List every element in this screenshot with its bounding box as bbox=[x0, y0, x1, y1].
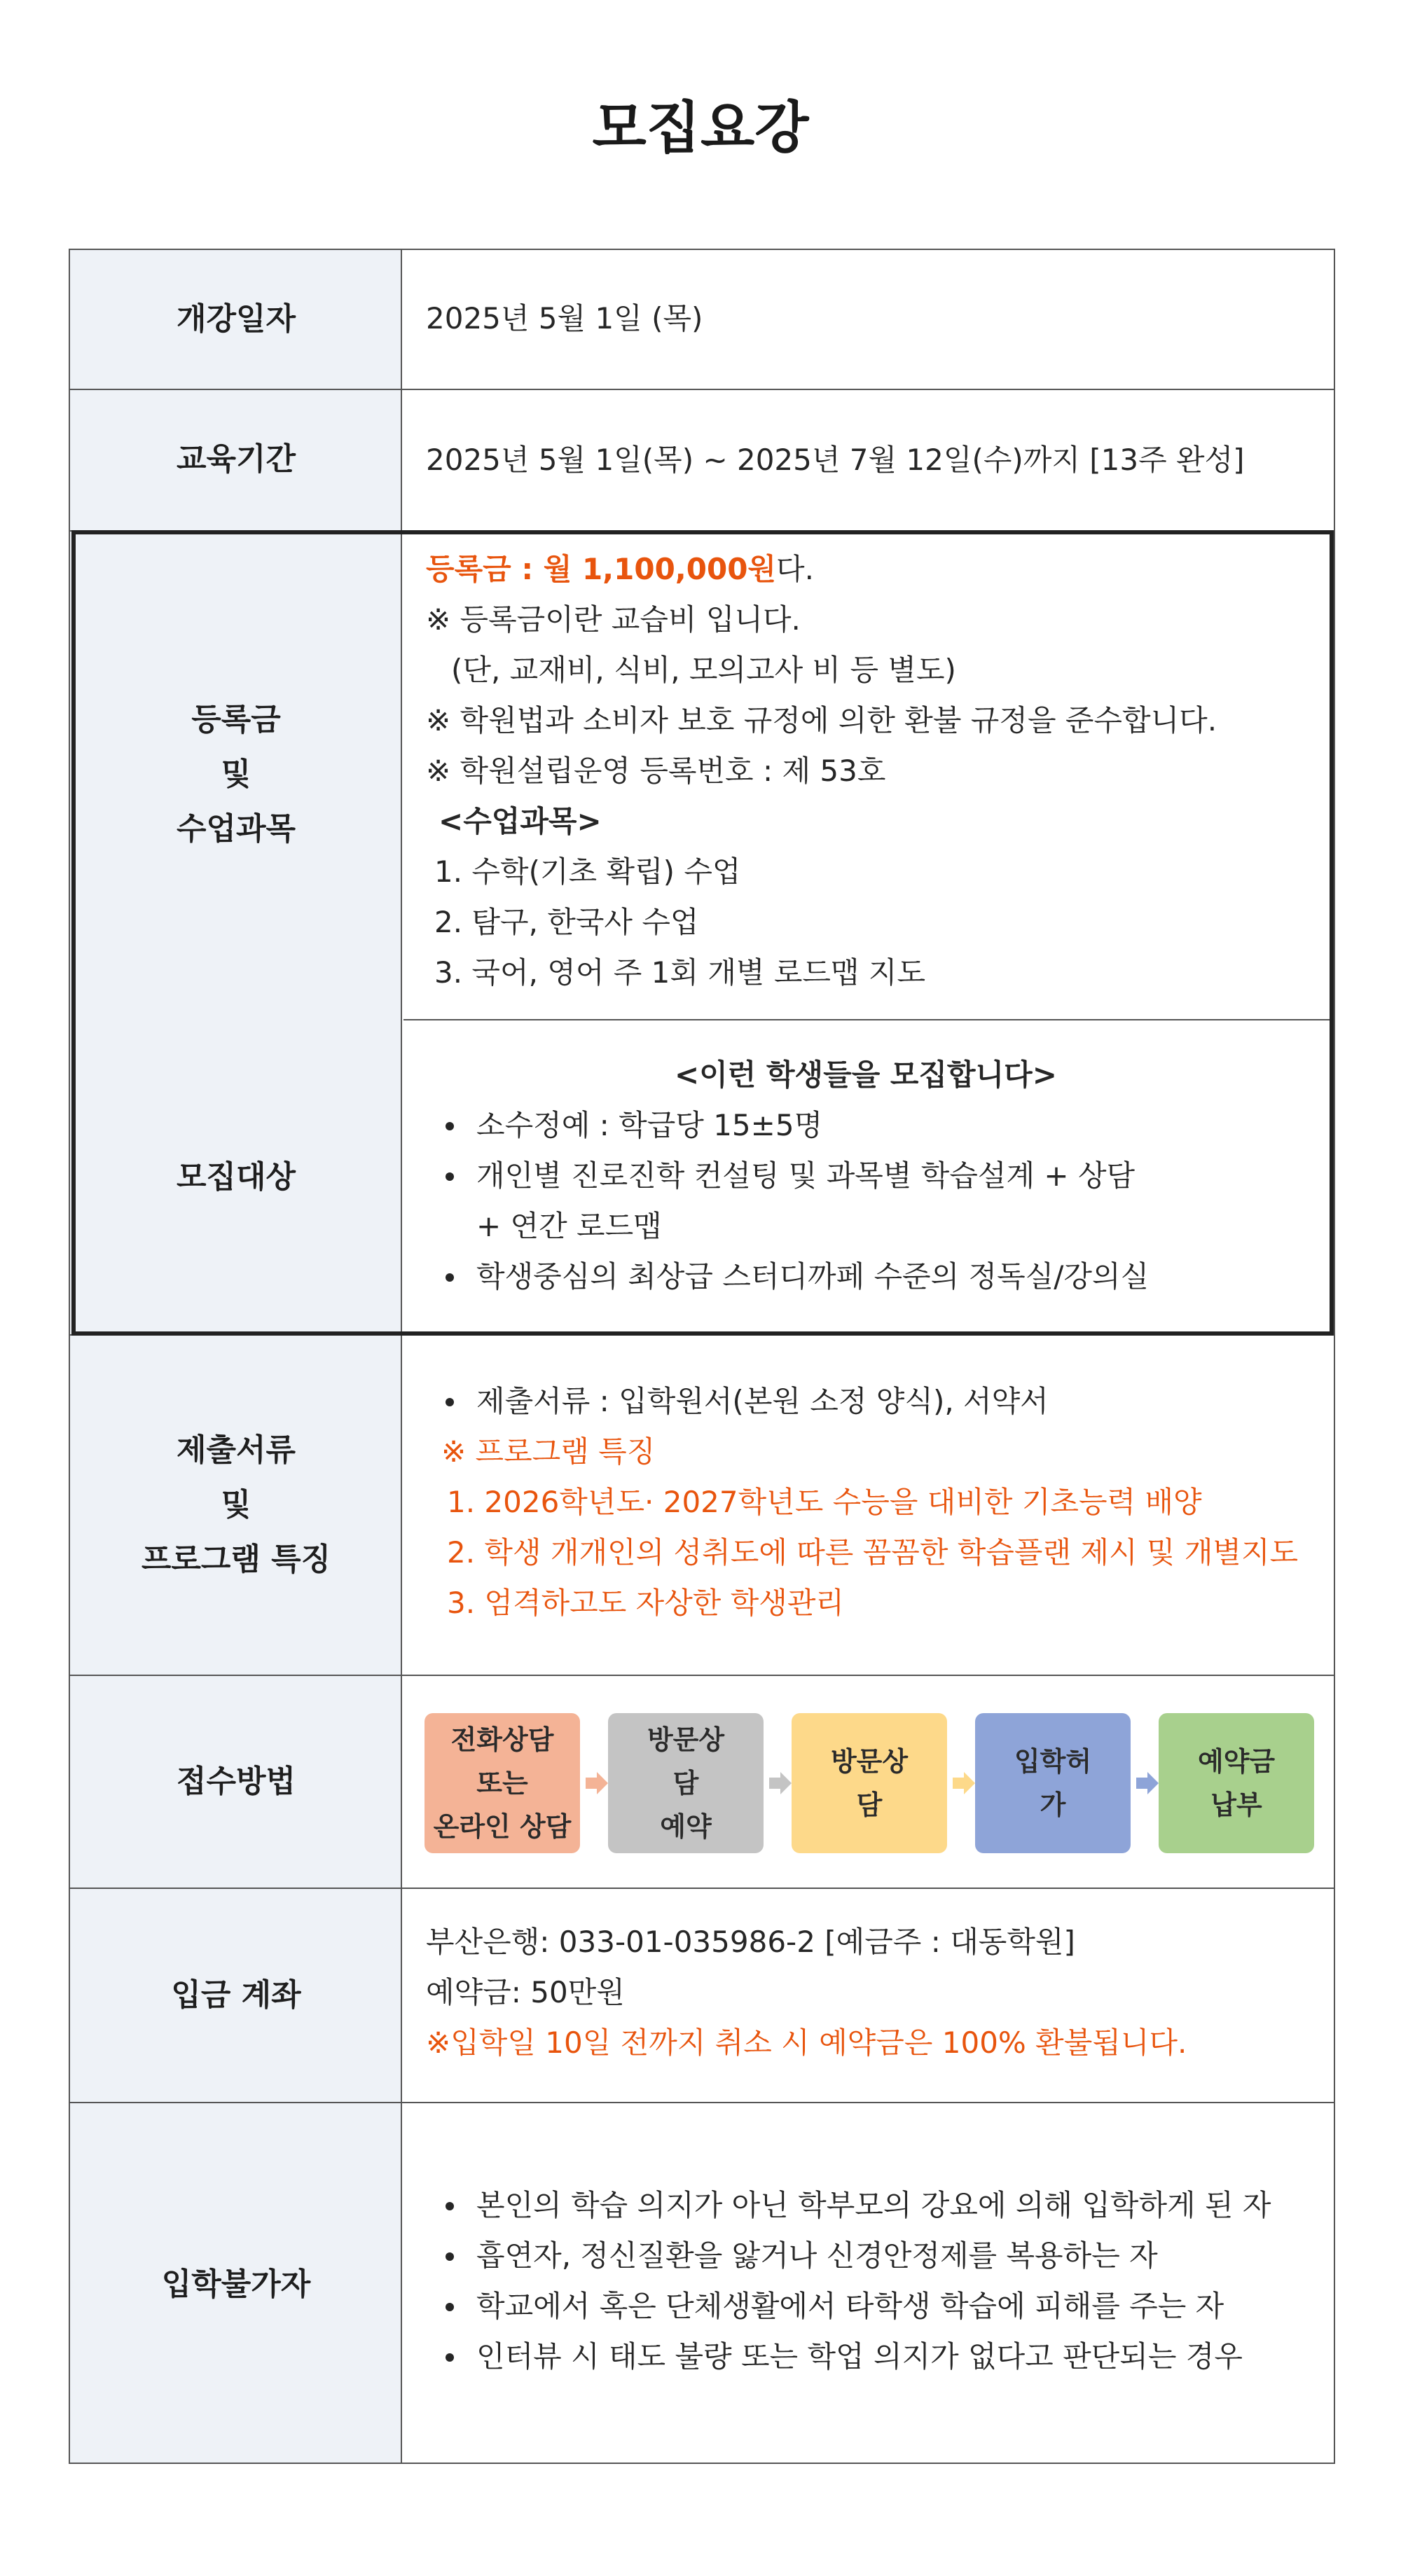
period-text: 2025년 5월 1일(목) ~ 2025년 7월 12일(수)까지 [13주 완성] bbox=[426, 443, 1245, 477]
documents-content bbox=[426, 1376, 1313, 1628]
flow-step-text: 또는 bbox=[476, 1768, 528, 1799]
documents-label-line: 프로그램 특징 bbox=[141, 1542, 331, 1577]
apply-label: 접수방법 bbox=[176, 1764, 296, 1799]
tuition-note: (단, 교재비, 식비, 모의고사 비 등 별도) bbox=[451, 653, 956, 687]
tuition-fee-suffix: 다. bbox=[776, 552, 814, 586]
ineligible-content bbox=[426, 2180, 1313, 2382]
period-value bbox=[426, 435, 1313, 485]
subject-item: 1. 수학(기초 확립) 수업 bbox=[434, 854, 741, 889]
documents-label-line: 및 bbox=[221, 1487, 251, 1523]
opening-date-text: 2025년 5월 1일 (목) bbox=[426, 301, 703, 335]
flow-step-deposit bbox=[1159, 1713, 1314, 1853]
tuition-content bbox=[426, 544, 1313, 998]
target-item: 학생중심의 최상급 스터디까페 수준의 정독실/강의실 bbox=[426, 1252, 1306, 1302]
target-content bbox=[426, 1050, 1306, 1302]
deposit-amount: 예약금: 50만원 bbox=[426, 1975, 625, 2009]
arrow-right-icon bbox=[951, 1771, 976, 1796]
flow-step-visit-consult bbox=[792, 1713, 947, 1853]
row-divider bbox=[403, 1019, 1335, 1020]
bank-account: 부산은행: 033-01-035986-2 [예금주 : 대동학원] bbox=[426, 1925, 1075, 1959]
flow-step-phone-consult bbox=[425, 1713, 580, 1853]
flow-step-text: 담 bbox=[856, 1789, 883, 1820]
feature-item: 1. 2026학년도· 2027학년도 수능을 대비한 기초능력 배양 bbox=[447, 1485, 1202, 1519]
ineligible-item: 학교에서 혹은 단체생활에서 타학생 학습에 피해를 주는 자 bbox=[426, 2281, 1313, 2332]
flow-step-text: 입학허 bbox=[1014, 1746, 1092, 1777]
ineligible-item: 흡연자, 정신질환을 앓거나 신경안정제를 복용하는 자 bbox=[426, 2231, 1313, 2281]
subject-item: 2. 탐구, 한국사 수업 bbox=[434, 905, 699, 939]
ineligible-item: 인터뷰 시 태도 불량 또는 학업 의지가 없다고 판단되는 경우 bbox=[426, 2332, 1313, 2382]
documents-label bbox=[70, 1336, 402, 1675]
flow-step-text: 가 bbox=[1040, 1789, 1066, 1820]
tuition-note: ※ 등록금이란 교습비 입니다. bbox=[426, 602, 801, 637]
flow-step-text: 예약 bbox=[660, 1811, 712, 1842]
account-label: 입금 계좌 bbox=[171, 1977, 301, 2013]
ineligible-label: 입학불가자 bbox=[161, 2266, 311, 2302]
arrow-right-icon bbox=[584, 1771, 609, 1796]
target-item: 소수정예 : 학급당 15±5명 bbox=[426, 1100, 1306, 1151]
tuition-fee-line bbox=[426, 544, 1313, 595]
opening-date-value bbox=[426, 293, 1313, 344]
flow-step-visit-booking bbox=[608, 1713, 764, 1853]
target-item: 개인별 진로진학 컨설팅 및 과목별 학습설계 + 상담 bbox=[426, 1151, 1306, 1201]
flow-step-admission bbox=[975, 1713, 1131, 1853]
documents-item: 제출서류 : 입학원서(본원 소정 양식), 서약서 bbox=[426, 1376, 1313, 1427]
flow-step-text: 담 bbox=[672, 1768, 699, 1799]
flow-step-text: 납부 bbox=[1210, 1789, 1262, 1820]
tuition-note: ※ 학원설립운영 등록번호 : 제 53호 bbox=[426, 754, 886, 788]
feature-item: 3. 엄격하고도 자상한 학생관리 bbox=[447, 1586, 844, 1620]
subject-item: 3. 국어, 영어 주 1회 개별 로드맵 지도 bbox=[434, 955, 926, 990]
target-item-continued: + 연간 로드맵 bbox=[476, 1209, 662, 1243]
account-content bbox=[426, 1917, 1313, 2068]
arrow-right-icon bbox=[768, 1771, 793, 1796]
ineligible-item: 본인의 학습 의지가 아닌 학부모의 강요에 의해 입학하게 된 자 bbox=[426, 2180, 1313, 2231]
refund-notice: ※입학일 10일 전까지 취소 시 예약금은 100% 환불됩니다. bbox=[426, 2026, 1187, 2060]
opening-date-label: 개강일자 bbox=[176, 301, 296, 337]
documents-label-line: 제출서류 bbox=[176, 1432, 296, 1468]
period-label: 교육기간 bbox=[176, 441, 296, 477]
tuition-note: ※ 학원법과 소비자 보호 규정에 의한 환불 규정을 준수합니다. bbox=[426, 703, 1217, 738]
flow-step-text: 온라인 상담 bbox=[433, 1811, 572, 1842]
flow-step-text: 전화상담 bbox=[450, 1724, 554, 1755]
recruitment-table bbox=[69, 249, 1335, 2464]
apply-flow bbox=[425, 1713, 1314, 1853]
tuition-label-line: 및 bbox=[221, 756, 251, 792]
tuition-label bbox=[70, 530, 402, 1019]
page-title: 모집요강 bbox=[592, 95, 809, 160]
flow-step-text: 예약금 bbox=[1197, 1746, 1276, 1777]
tuition-fee: 등록금 : 월 1,100,000원 bbox=[426, 552, 776, 586]
flow-step-text: 방문상 bbox=[830, 1746, 909, 1777]
target-label: 모집대상 bbox=[176, 1159, 296, 1195]
features-heading: ※ 프로그램 특징 bbox=[441, 1434, 656, 1469]
flow-step-text: 방문상 bbox=[647, 1724, 725, 1755]
arrow-right-icon bbox=[1135, 1771, 1160, 1796]
subjects-heading: <수업과목> bbox=[439, 804, 602, 838]
tuition-label-line: 등록금 bbox=[191, 702, 281, 738]
target-heading: <이런 학생들을 모집합니다> bbox=[675, 1058, 1057, 1092]
tuition-label-line: 수업과목 bbox=[176, 811, 296, 847]
feature-item: 2. 학생 개개인의 성취도에 따른 꼼꼼한 학습플랜 제시 및 개별지도 bbox=[447, 1535, 1299, 1570]
